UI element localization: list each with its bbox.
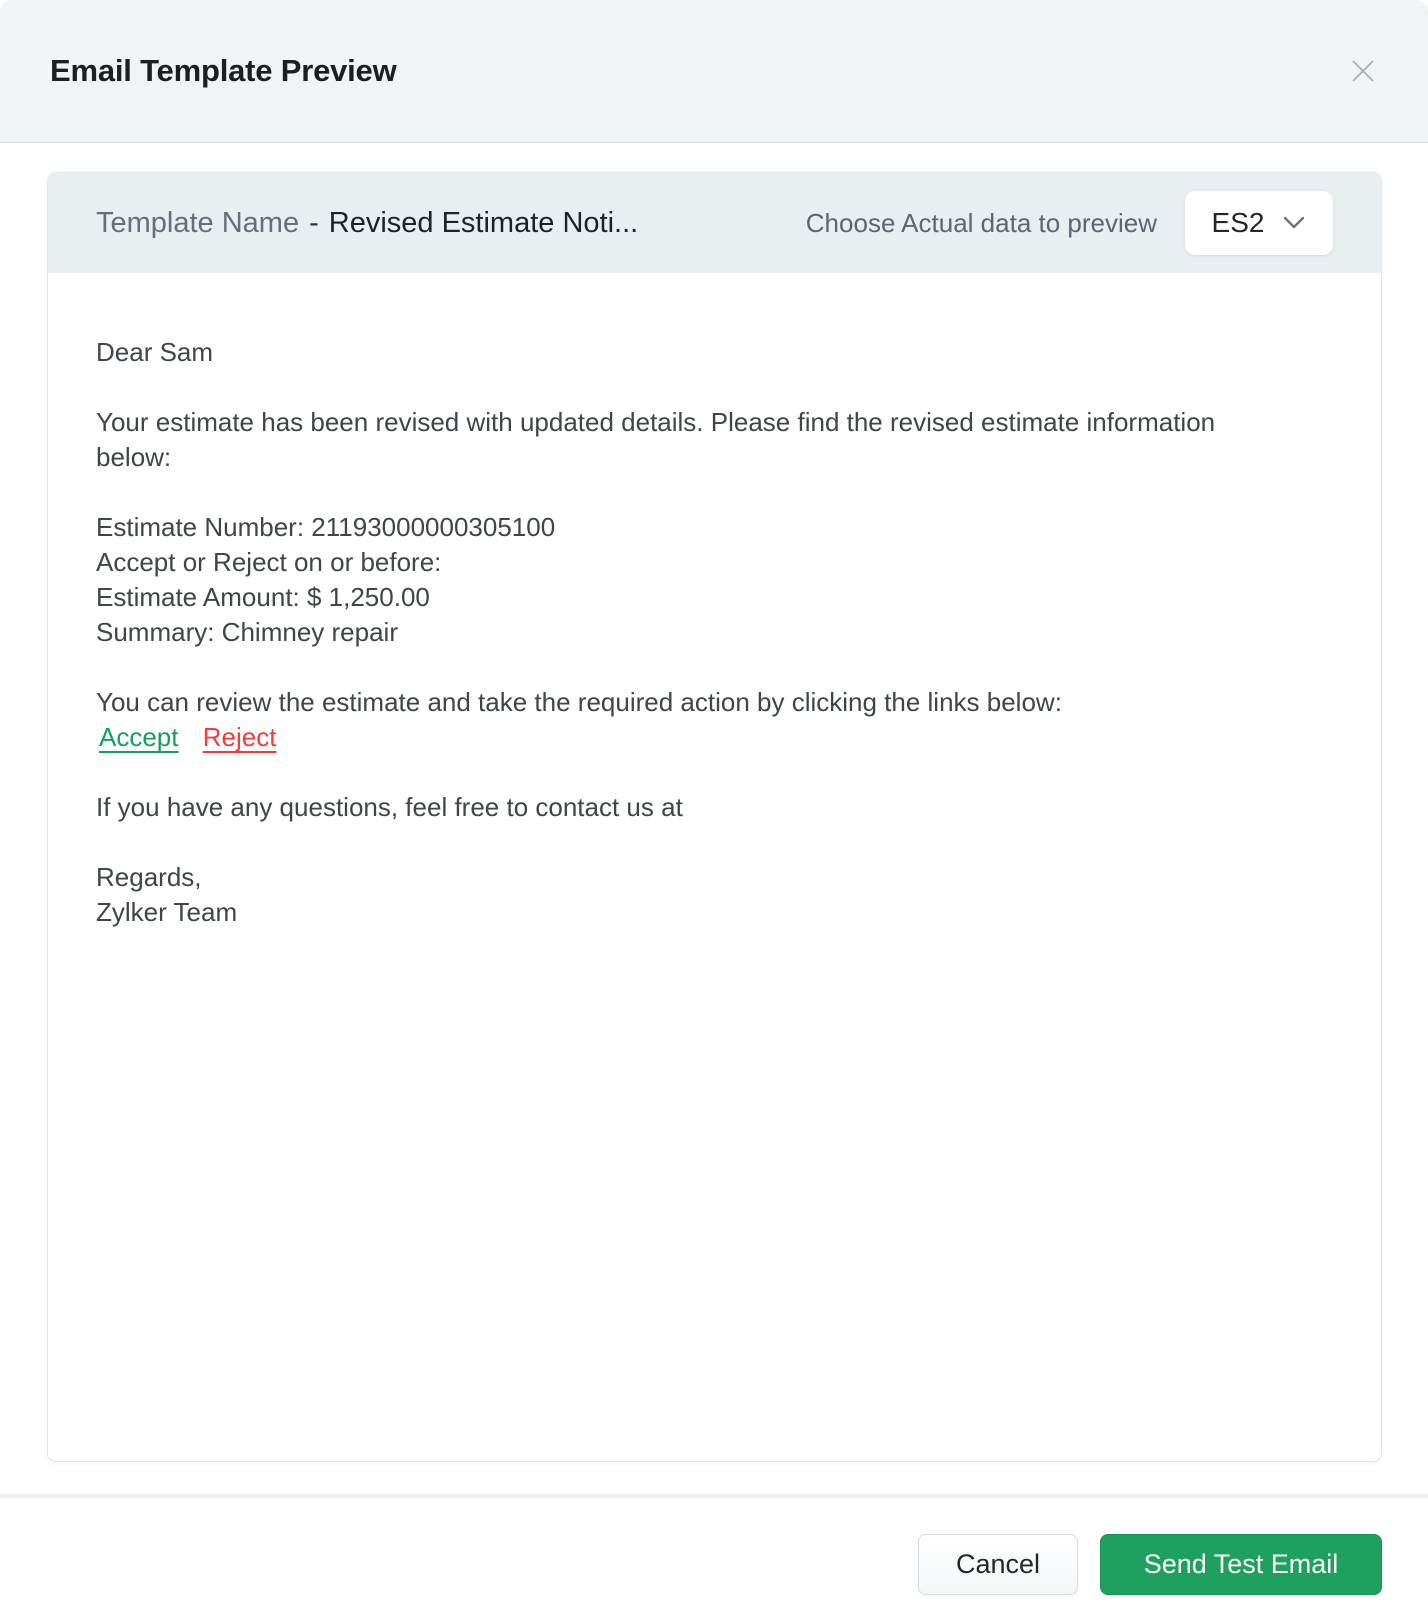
email-preview-body bbox=[48, 273, 1381, 1461]
modal-footer bbox=[0, 1494, 1428, 1595]
modal-title: Email Template Preview bbox=[50, 53, 397, 88]
email-signoff-block bbox=[96, 860, 1333, 930]
email-greeting: Dear Sam bbox=[96, 337, 214, 367]
close-x-glyph bbox=[1349, 57, 1377, 85]
estimate-number-line: Estimate Number: 21193000000305100 bbox=[96, 512, 556, 542]
record-select-dropdown[interactable] bbox=[1185, 191, 1333, 255]
accept-reject-date-line: Accept or Reject on or before: bbox=[96, 547, 442, 577]
record-select-value: ES2 bbox=[1211, 207, 1265, 238]
template-name-row bbox=[96, 207, 638, 240]
email-action-text: You can review the estimate and take the required action by clicking the links below: bbox=[96, 687, 1062, 717]
estimate-details bbox=[96, 510, 1333, 650]
action-links-row bbox=[96, 720, 1296, 755]
chevron-down-icon bbox=[1282, 216, 1306, 230]
panel-header bbox=[48, 173, 1381, 273]
email-questions-line: If you have any questions, feel free to contact us at bbox=[96, 792, 683, 822]
close-icon[interactable] bbox=[1348, 56, 1378, 86]
send-test-email-button[interactable]: Send Test Email bbox=[1100, 1534, 1382, 1595]
email-regards: Regards, bbox=[96, 862, 202, 892]
accept-link[interactable]: Accept bbox=[99, 722, 179, 752]
estimate-amount-line: Estimate Amount: $ 1,250.00 bbox=[96, 582, 430, 612]
reject-link[interactable]: Reject bbox=[202, 722, 277, 752]
template-preview-panel bbox=[47, 172, 1382, 1462]
template-name-label: Template Name bbox=[96, 206, 300, 239]
choose-actual-data-label: Choose Actual data to preview bbox=[805, 207, 1157, 238]
modal-header bbox=[0, 0, 1428, 143]
template-name-value: Revised Estimate Noti... bbox=[328, 206, 639, 239]
cancel-button[interactable]: Cancel bbox=[918, 1534, 1078, 1595]
email-intro: Your estimate has been revised with updated details. Please find the revised estimate information below: bbox=[96, 407, 1216, 472]
template-name-separator: - bbox=[309, 206, 319, 239]
preview-controls bbox=[806, 191, 1333, 255]
estimate-summary-line: Summary: Chimney repair bbox=[96, 617, 398, 647]
email-signature: Zylker Team bbox=[96, 897, 238, 927]
